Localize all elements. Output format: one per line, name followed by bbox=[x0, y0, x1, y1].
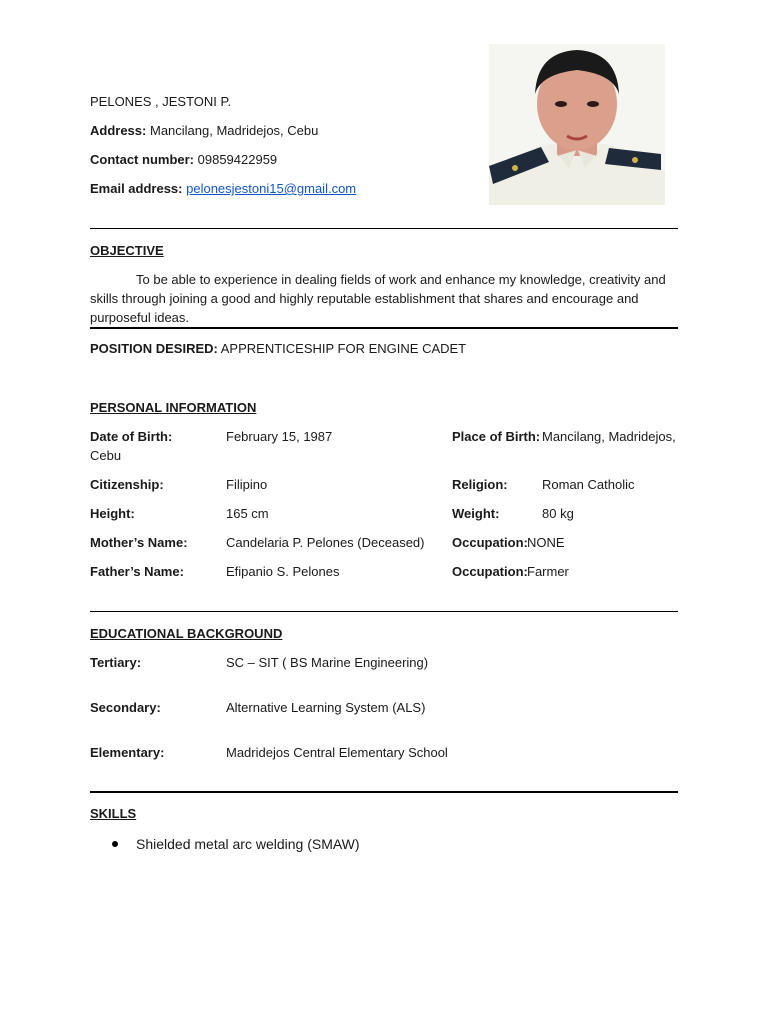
secondary-value: Alternative Learning System (ALS) bbox=[226, 700, 426, 715]
portrait-icon bbox=[489, 44, 665, 205]
bullet-icon bbox=[112, 841, 118, 847]
religion-label: Religion: bbox=[452, 477, 508, 492]
divider bbox=[90, 611, 678, 612]
objective-heading: OBJECTIVE bbox=[90, 243, 164, 258]
position-value: APPRENTICESHIP FOR ENGINE CADET bbox=[220, 341, 467, 356]
address-label: Address: bbox=[90, 123, 147, 138]
email-link[interactable]: pelonesjestoni15@gmail.com bbox=[186, 181, 357, 196]
position-line bbox=[90, 340, 466, 358]
pob-value: Mancilang, Madridejos, bbox=[542, 429, 676, 444]
mother-occupation-label: Occupation: bbox=[452, 535, 528, 550]
objective-line-3: purposeful ideas. bbox=[90, 310, 190, 325]
father-name-value: Efipanio S. Pelones bbox=[226, 564, 340, 579]
contact-value: 09859422959 bbox=[197, 152, 278, 167]
elementary-label: Elementary: bbox=[90, 745, 165, 760]
objective-line-2: skills through joining a good and highly reputable establishment that shares and encourage and bbox=[90, 291, 639, 306]
height-label: Height: bbox=[90, 506, 135, 521]
contact-label: Contact number: bbox=[90, 152, 194, 167]
mother-occupation-value: NONE bbox=[527, 535, 565, 550]
pob-value-continued: Cebu bbox=[90, 448, 122, 463]
weight-label: Weight: bbox=[452, 506, 500, 521]
father-name-label: Father’s Name: bbox=[90, 564, 184, 579]
tertiary-value: SC – SIT ( BS Marine Engineering) bbox=[226, 655, 429, 670]
contact-line bbox=[90, 151, 277, 169]
personal-heading: PERSONAL INFORMATION bbox=[90, 400, 257, 415]
father-occupation-value: Farmer bbox=[527, 564, 569, 579]
mother-name-label: Mother’s Name: bbox=[90, 535, 188, 550]
citizenship-label: Citizenship: bbox=[90, 477, 164, 492]
position-label: POSITION DESIRED: bbox=[90, 341, 218, 356]
dob-label: Date of Birth: bbox=[90, 429, 173, 444]
education-heading: EDUCATIONAL BACKGROUND bbox=[90, 626, 283, 641]
father-occupation-label: Occupation: bbox=[452, 564, 528, 579]
citizenship-value: Filipino bbox=[226, 477, 268, 492]
height-value: 165 cm bbox=[226, 506, 269, 521]
religion-value: Roman Catholic bbox=[542, 477, 635, 492]
objective-line-1: To be able to experience in dealing fields of work and enhance my knowledge, creativity and bbox=[136, 272, 666, 287]
skills-heading: SKILLS bbox=[90, 806, 137, 821]
mother-name-value: Candelaria P. Pelones (Deceased) bbox=[226, 535, 425, 550]
profile-photo bbox=[489, 44, 665, 205]
address-value: Mancilang, Madridejos, Cebu bbox=[149, 123, 319, 138]
skill-item: Shielded metal arc welding (SMAW) bbox=[136, 836, 360, 852]
divider bbox=[90, 228, 678, 229]
pob-label: Place of Birth: bbox=[452, 429, 541, 444]
email-label: Email address: bbox=[90, 181, 183, 196]
email-line bbox=[90, 180, 356, 198]
elementary-value: Madridejos Central Elementary School bbox=[226, 745, 448, 760]
divider bbox=[90, 327, 678, 329]
dob-value: February 15, 1987 bbox=[226, 429, 333, 444]
secondary-label: Secondary: bbox=[90, 700, 161, 715]
tertiary-label: Tertiary: bbox=[90, 655, 142, 670]
weight-value: 80 kg bbox=[542, 506, 574, 521]
address-line bbox=[90, 122, 318, 140]
applicant-name: PELONES , JESTONI P. bbox=[90, 94, 232, 109]
divider bbox=[90, 791, 678, 793]
